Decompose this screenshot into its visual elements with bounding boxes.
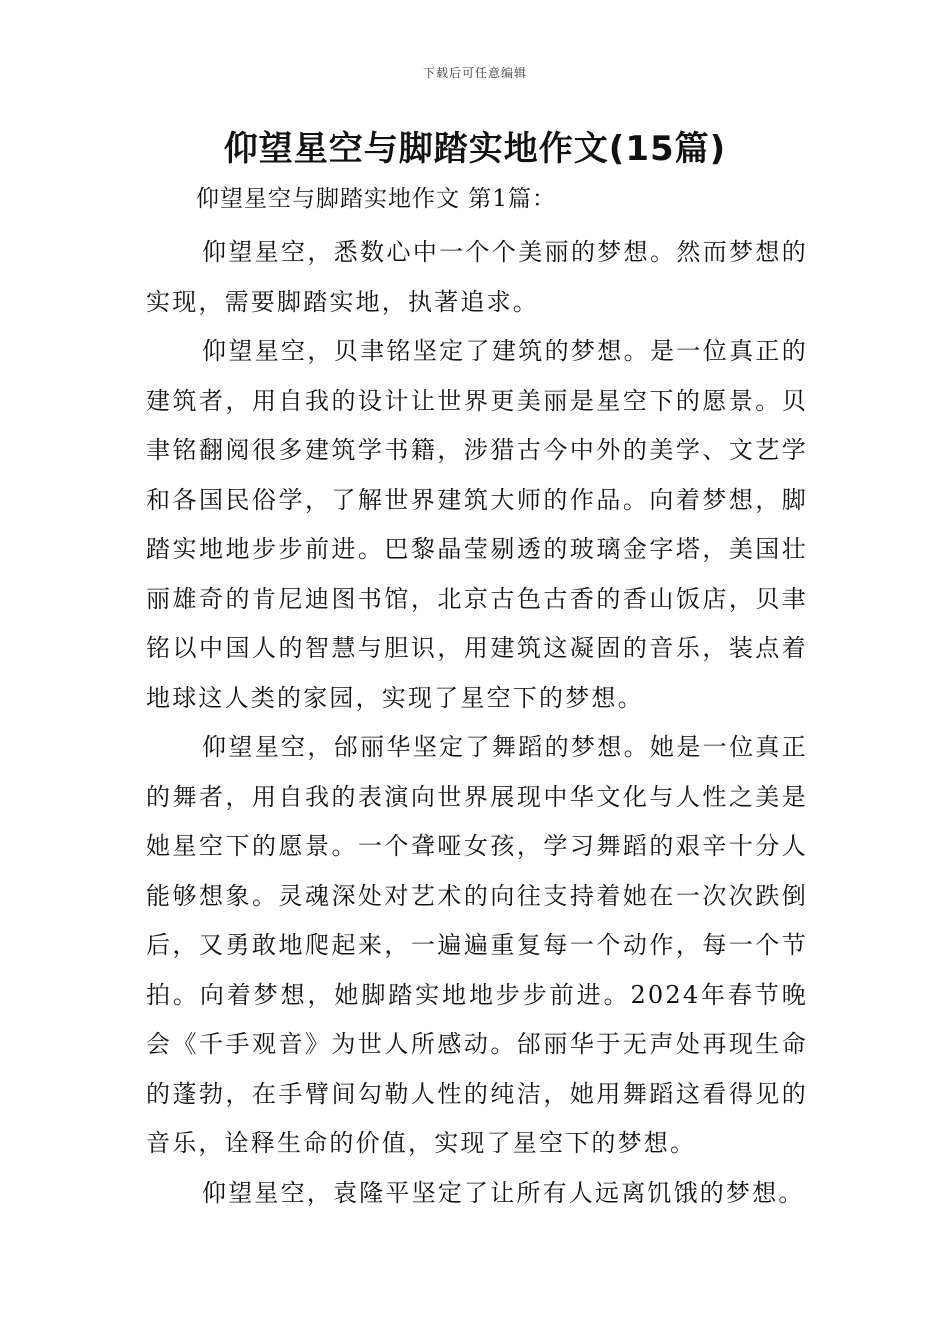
document-title: 仰望星空与脚踏实地作文(15篇) [223, 129, 727, 169]
essay-body [146, 228, 808, 1218]
paragraph: 仰望星空，袁隆平坚定了让所有人远离饥饿的梦想。 [202, 1178, 805, 1207]
paragraph: 仰望星空，贝聿铭坚定了建筑的梦想。是一位真正的建筑者，用自我的设计让世界更美丽是星空下的愿景。贝聿铭翻阅很多建筑学书籍，涉猎古今中外的美学、文艺学和各国民俗学，了解世界建筑大师的作品。向着梦想，脚踏实地地步步前进。巴黎晶莹剔透的玻璃金字塔，美国壮丽雄奇的肯尼迪图书馆，北京古色古香的香山饭店，贝聿铭以中国人的智慧与胆识，用建筑这凝固的音乐，装点着地球这人类的家园，实现了星空下的梦想。 [146, 337, 808, 712]
essay-subtitle: 仰望星空与脚踏实地作文 第1篇： [196, 186, 556, 212]
paragraph: 仰望星空，悉数心中一个个美丽的梦想。然而梦想的实现，需要脚踏实地，执著追求。 [146, 238, 808, 316]
paragraph: 仰望星空，邰丽华坚定了舞蹈的梦想。她是一位真正的舞者，用自我的表演向世界展现中华文化与人性之美是她星空下的愿景。一个聋哑女孩，学习舞蹈的艰辛十分人能够想象。灵魂深处对艺术的向往支持着她在一次次跌倒后，又勇敢地爬起来，一遍遍重复每一个动作，每一个节拍。向着梦想，她脚踏实地地步步前进。2024年春节晚会《千手观音》为世人所感动。邰丽华于无声处再现生命的蓬勃，在手臂间勾勒人性的纯洁，她用舞蹈这看得见的音乐，诠释生命的价值，实现了星空下的梦想。 [146, 733, 808, 1157]
header-note: 下载后可任意编辑 [422, 66, 527, 80]
